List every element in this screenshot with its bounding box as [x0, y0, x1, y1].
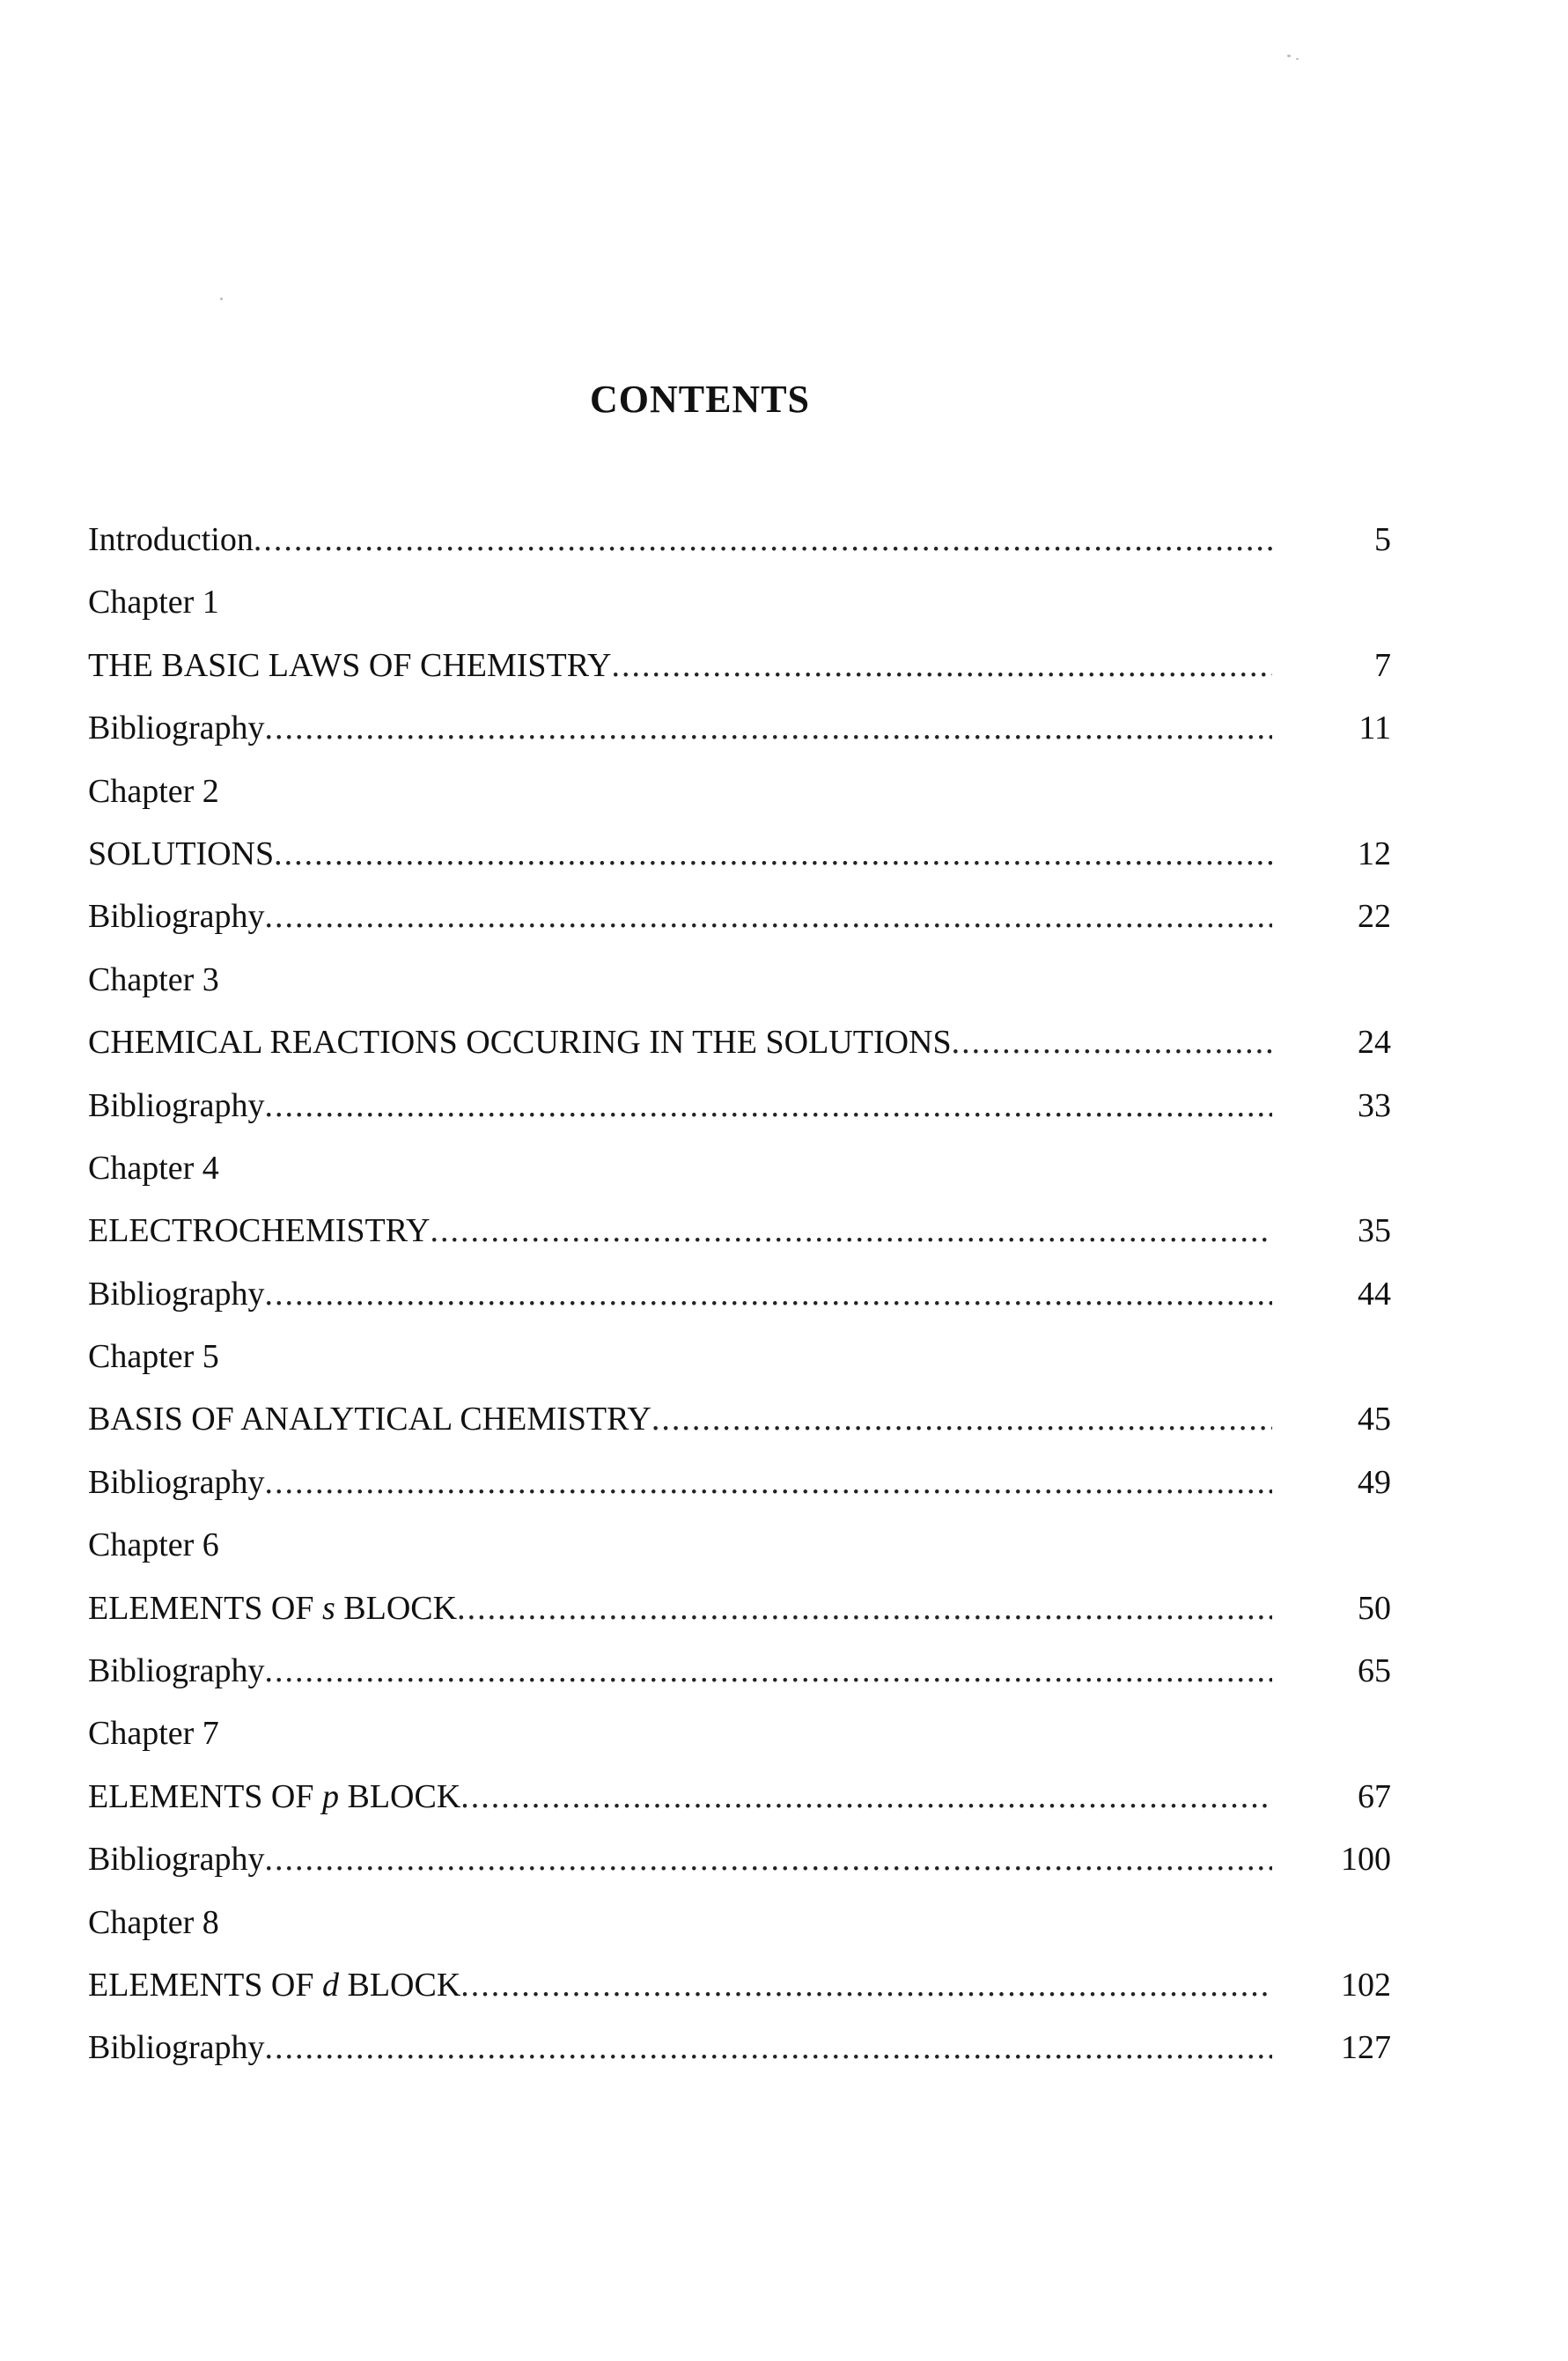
scan-speck [1287, 55, 1291, 57]
dot-leader [460, 1954, 1272, 2017]
dot-leader [457, 1578, 1272, 1640]
toc-entry-title: Bibliography [88, 898, 265, 936]
toc-entry-line [88, 1452, 1272, 1514]
toc-entry-title: Bibliography [88, 1275, 265, 1313]
chapter-label-text: Chapter 5 [88, 1338, 219, 1376]
chapter-label [88, 1703, 1391, 1765]
chapter-label [88, 1892, 1391, 1954]
toc-entry [88, 2017, 1391, 2079]
toc-entry [88, 1200, 1391, 1262]
toc-entry-title: THE BASIC LAWS OF CHEMISTRY [88, 646, 612, 684]
toc-entry [88, 1388, 1391, 1451]
chapter-label [88, 1137, 1391, 1200]
chapter-label-text: Chapter 8 [88, 1903, 219, 1941]
chapter-label [88, 1514, 1391, 1577]
toc-page-number: 33 [1358, 1086, 1391, 1124]
toc-entry-title: Introduction [88, 521, 254, 558]
dot-leader [651, 1388, 1272, 1451]
toc-entry-line [88, 1011, 1272, 1074]
scan-speck [220, 298, 223, 300]
toc-entry-line [88, 1640, 1272, 1703]
toc-entry [88, 1640, 1391, 1703]
toc-page-number: 44 [1358, 1275, 1391, 1313]
toc-entry-line [88, 1766, 1272, 1828]
toc-entry [88, 697, 1391, 760]
toc-entry-title: ELEMENTS OF p BLOCK [88, 1777, 461, 1815]
toc-entry [88, 1263, 1391, 1326]
block-letter: p [322, 1777, 339, 1815]
toc-page-number: 12 [1358, 835, 1391, 872]
toc-entry [88, 635, 1391, 697]
toc-entry-title: Bibliography [88, 710, 265, 747]
scan-speck [1296, 58, 1299, 60]
toc-entry-title: Bibliography [88, 1652, 265, 1690]
toc-page-number: 22 [1358, 898, 1391, 936]
toc-entry [88, 886, 1391, 948]
table-of-contents [88, 509, 1391, 2080]
toc-entry-line [88, 1828, 1272, 1891]
toc-entry-title: Bibliography [88, 1463, 265, 1501]
toc-entry [88, 1011, 1391, 1074]
dot-leader [265, 1828, 1272, 1891]
toc-entry [88, 1578, 1391, 1640]
toc-entry [88, 1766, 1391, 1828]
toc-entry [88, 823, 1391, 886]
toc-entry [88, 1954, 1391, 2017]
dot-leader [265, 1640, 1272, 1703]
toc-entry-line [88, 1075, 1272, 1137]
toc-entry [88, 1075, 1391, 1137]
toc-page-number: 67 [1358, 1777, 1391, 1815]
toc-entry-title: CHEMICAL REACTIONS OCCURING IN THE SOLUTIONS [88, 1024, 952, 1062]
chapter-label-text: Chapter 2 [88, 772, 219, 810]
chapter-label [88, 761, 1391, 823]
toc-entry-line [88, 1388, 1272, 1451]
toc-entry-line [88, 697, 1272, 760]
chapter-label-text: Chapter 6 [88, 1526, 219, 1564]
chapter-label-text: Chapter 1 [88, 584, 219, 622]
toc-entry-line [88, 635, 1272, 697]
dot-leader [265, 697, 1272, 760]
toc-entry-line [88, 1200, 1272, 1262]
toc-entry-title: BASIS OF ANALYTICAL CHEMISTRY [88, 1401, 651, 1438]
dot-leader [952, 1011, 1272, 1074]
toc-page-number: 24 [1358, 1024, 1391, 1062]
chapter-label [88, 949, 1391, 1011]
dot-leader [460, 1766, 1272, 1828]
chapter-label-text: Chapter 7 [88, 1715, 219, 1753]
block-letter: s [322, 1589, 335, 1627]
block-letter: d [322, 1966, 339, 2004]
toc-page-number: 100 [1341, 1841, 1391, 1879]
toc-page-number: 35 [1358, 1212, 1391, 1250]
toc-entry-line [88, 1954, 1272, 2017]
toc-page-number: 5 [1374, 521, 1391, 558]
toc-entry-title: Bibliography [88, 1841, 265, 1879]
toc-page-number: 65 [1358, 1652, 1391, 1690]
toc-entry-title: ELEMENTS OF d BLOCK [88, 1966, 461, 2004]
dot-leader [265, 1075, 1272, 1137]
dot-leader [430, 1200, 1272, 1262]
toc-entry-title: ELECTROCHEMISTRY [88, 1212, 431, 1250]
toc-entry-title: Bibliography [88, 2029, 265, 2067]
toc-entry [88, 1452, 1391, 1514]
dot-leader [611, 635, 1272, 697]
chapter-label [88, 571, 1391, 634]
dot-leader [254, 509, 1272, 571]
toc-entry-title: ELEMENTS OF s BLOCK [88, 1589, 458, 1627]
toc-entry-line [88, 1263, 1272, 1326]
chapter-label-text: Chapter 4 [88, 1149, 219, 1187]
toc-page-number: 49 [1358, 1463, 1391, 1501]
dot-leader [265, 886, 1272, 948]
toc-page-number: 102 [1341, 1966, 1391, 2004]
toc-entry-line [88, 509, 1272, 571]
dot-leader [265, 1452, 1272, 1514]
toc-entry [88, 509, 1391, 571]
toc-page-number: 45 [1358, 1401, 1391, 1438]
toc-entry-line [88, 886, 1272, 948]
chapter-label-text: Chapter 3 [88, 960, 219, 998]
toc-entry-line [88, 823, 1272, 886]
toc-entry-title: Bibliography [88, 1086, 265, 1124]
toc-entry-line [88, 1578, 1272, 1640]
toc-entry-title: SOLUTIONS [88, 835, 275, 872]
toc-page-number: 11 [1358, 710, 1391, 747]
chapter-label [88, 1326, 1391, 1388]
toc-page-number: 50 [1358, 1589, 1391, 1627]
toc-page-number: 7 [1374, 646, 1391, 684]
toc-entry [88, 1828, 1391, 1891]
dot-leader [274, 823, 1272, 886]
toc-entry-line [88, 2017, 1272, 2079]
toc-page-number: 127 [1341, 2029, 1391, 2067]
dot-leader [265, 1263, 1272, 1326]
contents-heading: CONTENTS [589, 378, 811, 421]
dot-leader [265, 2017, 1272, 2079]
